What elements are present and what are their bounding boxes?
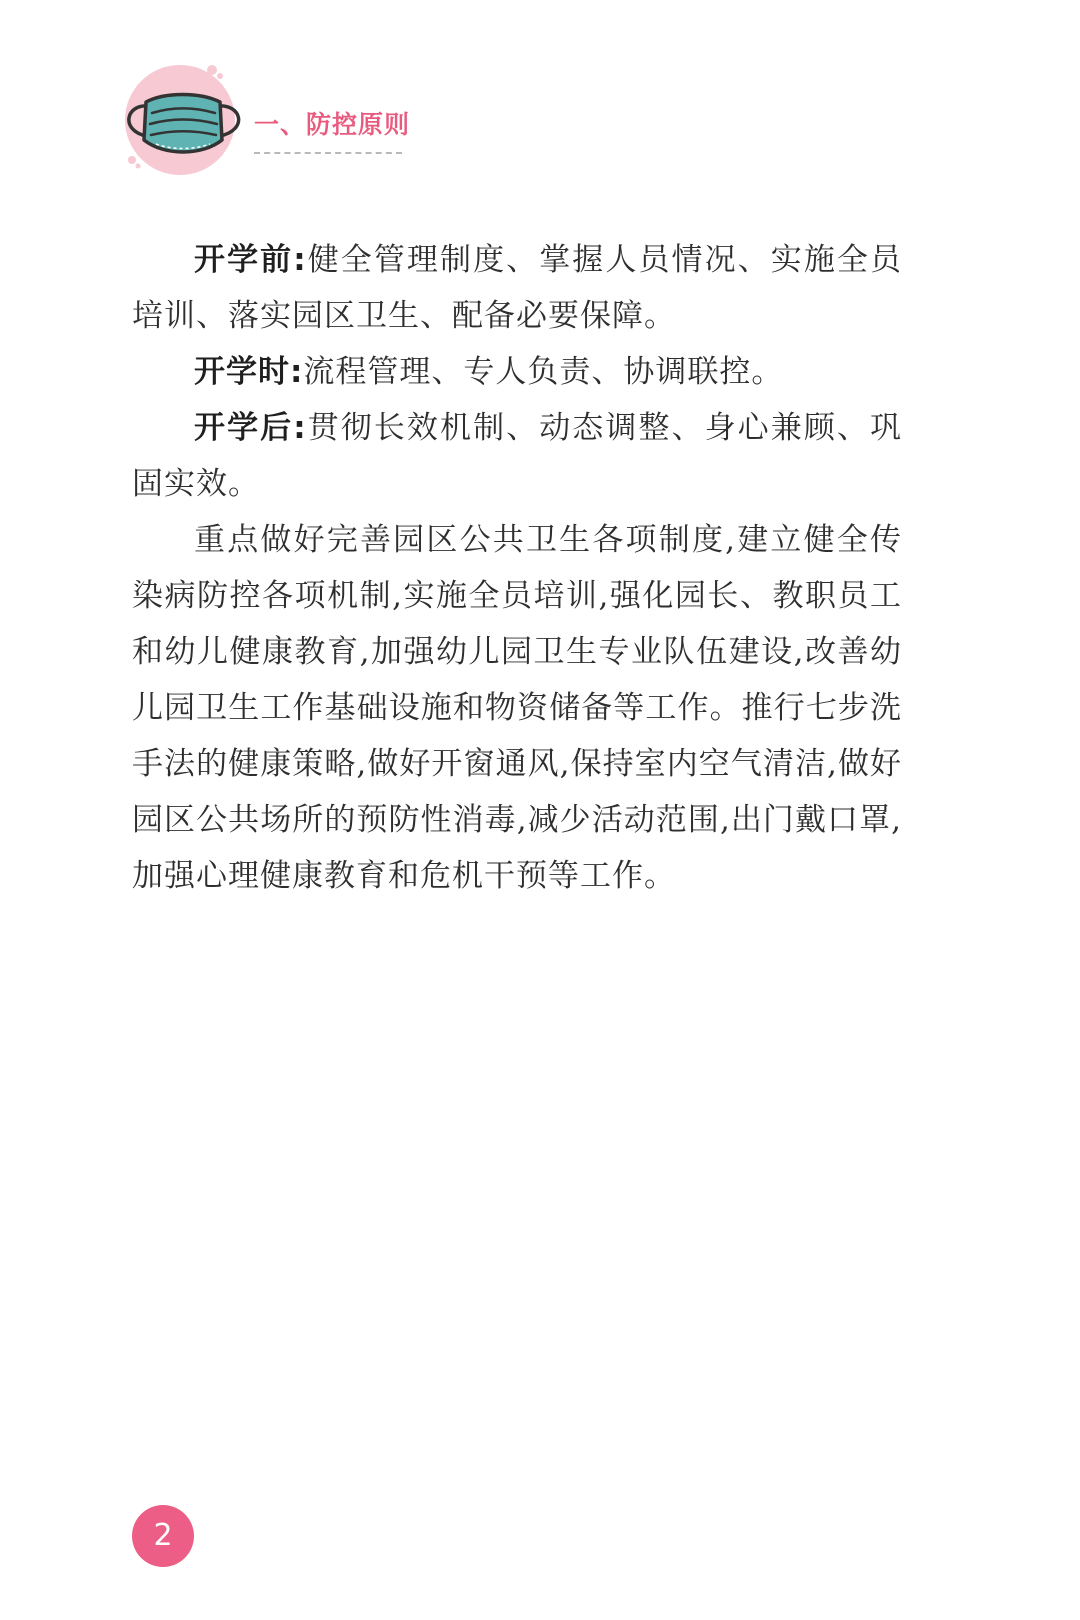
section-title: 一、防控原则 [254,110,411,139]
paragraph-lead: 开学前: [194,242,307,278]
section-header [0,0,1080,210]
paragraph-text: 健全管理制度、掌握人员情况、实施全员培训、落实园区卫生、配备必要保障。 [132,242,902,334]
face-mask-icon [120,60,250,190]
page-number-badge: 2 [132,1505,194,1567]
paragraph-text: 重点做好完善园区公共卫生各项制度,建立健全传染病防控各项机制,实施全员培训,强化园长、教职员工和幼儿健康教育,加强幼儿园卫生专业队伍建设,改善幼儿园卫生工作基础设施和物资储备等工作。推行七步洗手法的健康策略,做好开窗通风,保持室内空气清洁,做好园区公共场所的预防性消毒,减少活动范围,出门戴口罩,加强心理健康教育和危机干预等工作。 [132,522,902,894]
paragraph-lead: 开学后: [194,410,307,446]
paragraph-text: 贯彻长效机制、动态调整、身心兼顾、巩固实效。 [132,410,902,502]
paragraph-before-school [132,232,902,344]
body-content [132,232,902,904]
paragraph-text: 流程管理、专人负责、协调联控。 [303,354,784,390]
paragraph-school-opening [132,344,902,400]
paragraph-lead: 开学时: [194,354,304,390]
paragraph-key-tasks [132,512,902,904]
paragraph-after-school [132,400,902,512]
title-divider [254,152,402,154]
